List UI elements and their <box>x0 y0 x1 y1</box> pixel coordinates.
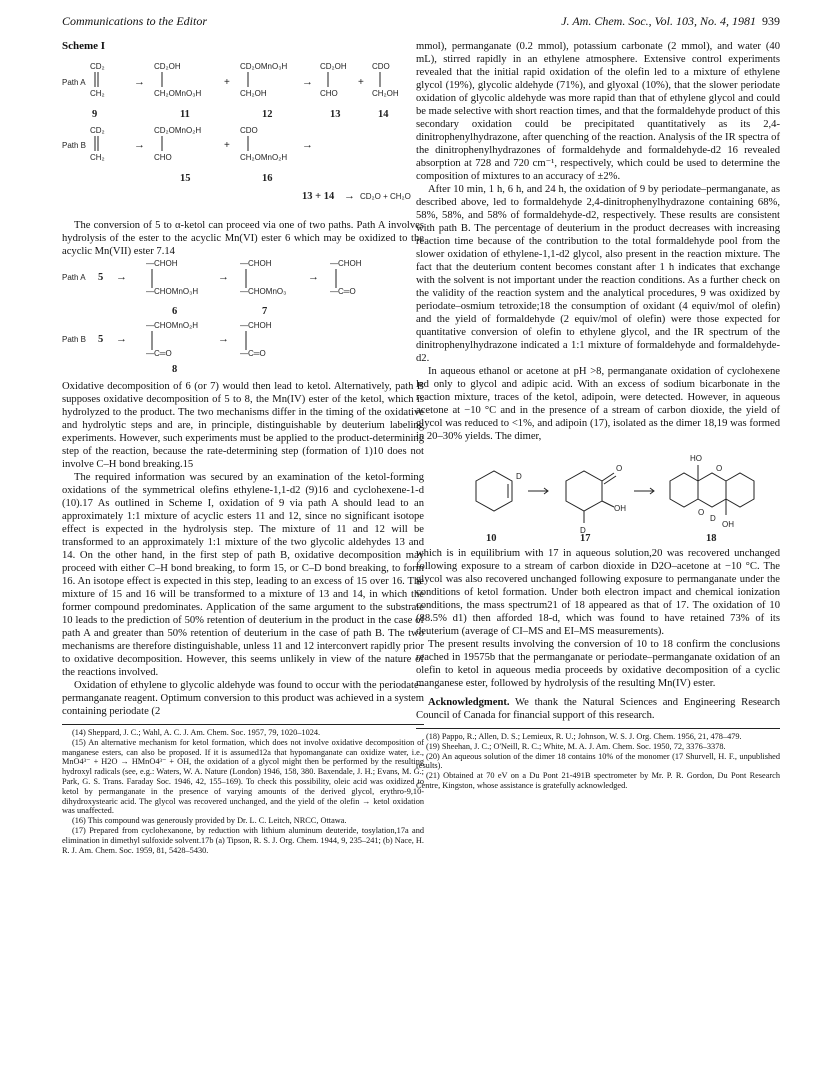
journal-name: J. Am. Chem. Soc. <box>561 14 649 28</box>
paragraph-left-3: The required information was secured by an examination of the ketol-forming oxidations of the symmetrical olefins ethylene-1,1-d2 (9)16 and cyclohexene-1-d (10).17 As outlined in Scheme I, oxidation of 9 via path A should lead to an approximately 1:1 mixture of acyclic esters 11 and 12, since no significant isotope effect is expected in the hydrolysis step. The mixture of 11 and 12 will be transformed to an approximately 1:1 mixture of the two glycolic aldehydes 13 and 14. On the other hand, in the first step of path B, oxidative decomposition may proceed with either C–H bond breaking, to form 15, or C–D bond breaking, to form 16. An isotope effect is expected in this step, leading to an excess of 15 over 16. The mixture of 15 and 16 will be transformed to a mixture of 13 and 14, in which the former compound predominates. Application of the same argument to the substrate 10 leads to the prediction of 50% retention of deuterium in the product in the case of path A and greater than 50% retention of deuterium in the case of path B. The two mechanisms are therefore distinguishable, unless 11 and 12 interconvert rapidly prior to oxidative decomposition. However, this seems unlikely in view of the nature of the reactions involved. <box>62 472 424 678</box>
structures-diagram <box>416 443 780 543</box>
structure-label-10: 10 <box>486 533 497 543</box>
scheme-label-16: 16 <box>262 173 273 184</box>
svg-text:CD₂OMnO₃H: CD₂OMnO₃H <box>240 62 288 71</box>
scheme-title: Scheme I <box>62 40 106 52</box>
paragraph-right-4: which is in equilibrium with 17 in aqueous solution,20 was recovered unchanged following exposure to a stream of carbon dioxide in D2O–acetone at −10 °C. The glycol was also recovered unchanged following exposure to permanganate under the conditions of ketol formation. Under both electron impact and chemical ionization conditions, the mass spectrum21 of 18 appeared as that of 17. The oxidation of 10 (88.5% d1) then afforded 18-d, which was found to have retained 73% of its deuterium (average of CI–MS and EI–MS measurements). <box>416 548 780 637</box>
intermediate-label-6: 6 <box>172 306 178 317</box>
svg-text:→: → <box>344 190 355 202</box>
paragraph-left-1: The conversion of 5 to α-ketol can proceed via one of two paths. Path A involves hydrolysis of the ester to the acyclic Mn(VI) ester 6 which may be oxidized to the acyclic Mn(VII) ester 7.14 <box>62 220 424 257</box>
atom-oh-18: OH <box>722 520 734 529</box>
atom-d-17: D <box>580 526 586 535</box>
scheme-label-11: 11 <box>180 109 190 120</box>
svg-text:+: + <box>224 77 230 88</box>
svg-text:→: → <box>218 333 229 345</box>
svg-text:—CHOMnO₂H: —CHOMnO₂H <box>146 321 198 330</box>
svg-text:—C═O: —C═O <box>240 349 266 358</box>
scheme-label-12: 12 <box>262 109 273 120</box>
scheme-path-b-label: Path B <box>62 141 87 150</box>
footnote-17: (17) Prepared from cyclohexanone, by reduction with lithium aluminum deuteride, tosylation,17a and elimination in dimethyl sulfoxide solvent.17b (a) Tipson, R. S. J. Org. Chem. 1944, 9, 235–241; (b) Nace, H. R. J. Am. Chem. Soc. 1959, 81, 5428–5430. <box>62 825 424 855</box>
svg-text:→: → <box>134 139 145 151</box>
svg-text:5: 5 <box>98 272 104 283</box>
atom-d-10: D <box>516 472 522 481</box>
footnote-21: (21) Obtained at 70 eV on a Du Pont 21-491B spectrometer by Mr. P. R. Gordon, Du Pont Research Centre, Kingston, whose assistance is gratefully acknowledged. <box>416 771 780 790</box>
svg-text:→: → <box>116 271 127 283</box>
svg-text:CD₂: CD₂ <box>90 62 105 71</box>
atom-oh-17: OH <box>614 504 626 513</box>
footnote-rule-left <box>62 724 424 725</box>
svg-text:→: → <box>218 271 229 283</box>
svg-text:CH₂OMnO₂H: CH₂OMnO₂H <box>240 153 288 162</box>
left-column <box>62 40 424 855</box>
svg-text:→: → <box>308 271 319 283</box>
atom-o-18-bottom: O <box>698 508 705 517</box>
paragraph-left-2: Oxidative decomposition of 6 (or 7) would then lead to ketol. Alternatively, path B supposes oxidative decomposition of 5 to 8, the Mn(IV) ester of the ketol, which is hydrolyzed to the product. The two mechanisms differ in the timing of the oxidative and hydrolytic steps and are, in principle, distinguishable by deuterium labeling experiments. However, such experiments must be applied to the product-determining step of the reaction, because the rate-determining step (formation of 1)10 does not involve C–H bond breaking.15 <box>62 381 424 470</box>
intermediate-label-8: 8 <box>172 364 178 375</box>
atom-ho-18: HO <box>690 454 702 463</box>
svg-text:CH₂OH: CH₂OH <box>372 89 399 98</box>
svg-text:+: + <box>224 140 230 151</box>
svg-text:—CHOH: —CHOH <box>330 259 362 268</box>
structure-label-17: 17 <box>580 533 591 543</box>
footnote-18: (18) Pappo, R.; Allen, D. S.; Lemieux, R. U.; Johnson, W. S. J. Org. Chem. 1956, 21, 478–479. <box>426 732 742 741</box>
svg-text:CD₂O + CH₂O: CD₂O + CH₂O <box>360 192 411 201</box>
page-number: 939 <box>762 14 780 28</box>
svg-text:—C═O: —C═O <box>146 349 172 358</box>
footnote-14: (14) Sheppard, J. C.; Wahl, A. C. J. Am. Chem. Soc. 1957, 79, 1020–1024. <box>72 728 321 737</box>
svg-text:CD₂OH: CD₂OH <box>320 62 347 71</box>
intermediates-path-b-label: Path B <box>62 335 87 344</box>
footnote-19: (19) Sheehan, J. C.; O'Neill, R. C.; White, M. A. J. Am. Chem. Soc. 1950, 72, 3376–3378. <box>426 741 726 751</box>
footnote-16: (16) This compound was generously provided by Dr. L. C. Leitch, NRCC, Ottawa. <box>72 816 347 826</box>
acknowledgment-text: We thank the Natural Sciences and Engineering Research Council of Canada for financial support of this research. <box>416 697 780 721</box>
svg-text:CH₂OH: CH₂OH <box>240 89 267 98</box>
intermediates-diagram <box>62 258 424 376</box>
svg-text:CD₂OMnO₂H: CD₂OMnO₂H <box>154 126 202 135</box>
footnote-20: (20) An aqueous solution of the dimer 18 contains 10% of the monomer (17 Shurvell, H. F., unpublished results). <box>416 751 780 771</box>
paragraph-right-2: After 10 min, 1 h, 6 h, and 24 h, the oxidation of 9 by periodate–permanganate, as described above, led to formaldehyde 2,4-dinitrophenylhydrazone containing 68%, 58%, 58%, and 58% of formaldehyde-d2, respectively. These results are consistent with path B. The percentage of deuterium in the product decreases with increasing reaction time because of the contribution to the total formaldehyde pool from the slower oxidation of ethylene-1,1-d2 glycol, also present in the reaction mixture. The fact that the deuterium content becomes constant after 1 h indicates that exchange with the solvent is not important under the reaction conditions. As a further check on the validity of the reaction system and the analytical procedures, 9 was oxidized by periodate–osmium tetroxide;18 the consumption of oxidant (4 equiv/mol of olefin) and the yield of formaldehyde (2 equiv/mol of olefin) were those expected for quantitative conversion of olefin to ethylene glycol, and the IR spectrum of the dinitrophenylhydrazone indicated a 1:1 mixture of formaldehyde and formaldehyde-d2. <box>416 184 780 364</box>
paragraph-left-4: Oxidation of ethylene to glycolic aldehyde was found to occur with the periodate–permanganate reagent. Optimum conversion to this product was achieved in a system containing periodate (2 <box>62 680 424 717</box>
acknowledgment <box>416 696 780 722</box>
svg-text:+: + <box>358 77 364 88</box>
svg-text:CD₂: CD₂ <box>90 126 105 135</box>
svg-text:—CHOH: —CHOH <box>240 259 272 268</box>
scheme-path-a-label: Path A <box>62 78 86 87</box>
svg-text:5: 5 <box>98 334 104 345</box>
right-column <box>416 40 780 791</box>
footnote-rule-right <box>416 728 780 729</box>
footnote-15: (15) An alternative mechanism for ketol formation, which does not involve oxidative decomposition of manganese esters, can also be proposed. If it is assumed12a that hypomanganate can oxidize water, i.e., MnO4³⁻ + H2O → HMnO4³⁻ + OH, the oxidation of a glycol might then be performed by the resulting hydroxyl radicals (see, e.g.: Waters, W. A. Nature (London) 1946, 158, 380. Baxendale, J. H.; Evans, M. G.; Park, G. S. Trans. Faraday Soc. 1946, 42, 155–169). To check this possibility, oleic acid was oxidized to ketol by permanganate in the presence of varying amounts of the derived glycol, erythro-9,10-dihydroxystearic acid. The glycol was recovered unchanged, and the yield of the olefin → ketol oxidation was unaffected. <box>62 737 424 816</box>
svg-text:CHO: CHO <box>154 153 172 162</box>
scheme-label-14: 14 <box>378 109 389 120</box>
running-header-left: Communications to the Editor <box>62 14 207 28</box>
svg-text:CDO: CDO <box>372 62 390 71</box>
svg-text:CD₂OH: CD₂OH <box>154 62 181 71</box>
intermediate-label-7: 7 <box>262 306 268 317</box>
svg-text:CH₂: CH₂ <box>90 89 105 98</box>
scheme-label-15: 15 <box>180 173 191 184</box>
svg-text:CDO: CDO <box>240 126 258 135</box>
svg-text:—CHOMnO₃H: —CHOMnO₃H <box>146 287 199 296</box>
svg-text:→: → <box>116 333 127 345</box>
atom-d-18: D <box>710 514 716 523</box>
atom-o-18-top: O <box>716 464 723 473</box>
svg-text:CH₂OMnO₃H: CH₂OMnO₃H <box>154 89 202 98</box>
svg-text:→: → <box>302 76 313 88</box>
acknowledgment-heading: Acknowledgment. <box>428 697 510 708</box>
running-header-right: J. Am. Chem. Soc., Vol. 103, No. 4, 1981 939 <box>561 14 780 28</box>
structure-label-18: 18 <box>706 533 717 543</box>
intermediates-path-a-label: Path A <box>62 273 86 282</box>
svg-text:13 + 14: 13 + 14 <box>302 191 335 202</box>
paragraph-right-3: In aqueous ethanol or acetone at pH >8, permanganate oxidation of cyclohexene led only to glycol and adipic acid. With an excess of sodium bicarbonate in the reaction mixture, traces of the ketol, adipoin, were detected. However, in aqueous acetone at −10 °C and in the presence of a stream of carbon dioxide, the yield of glycol was reduced to <1%, and adipoin (17), isolated as the dimer 18,19 was formed in 20–30% yields. The dimer, <box>416 366 780 442</box>
svg-text:→: → <box>302 139 313 151</box>
paragraph-right-5: The present results involving the conversion of 10 to 18 confirm the conclusions reached in 19575b that the permanganate or periodate–permanganate oxidation of an olefin to ketol in aqueous media proceeds by oxidative decomposition of a cyclic manganese ester, followed by hydrolysis of the resulting Mn(IV) ester. <box>416 639 780 689</box>
scheme-label-9: 9 <box>92 109 98 120</box>
svg-text:—C═O: —C═O <box>330 287 356 296</box>
svg-text:CH₂: CH₂ <box>90 153 105 162</box>
svg-text:CHO: CHO <box>320 89 338 98</box>
svg-text:→: → <box>134 76 145 88</box>
volume-issue: Vol. 103, No. 4, 1981 <box>654 14 756 28</box>
svg-text:—CHOMnO₃: —CHOMnO₃ <box>240 287 287 296</box>
atom-o-17: O <box>616 464 623 473</box>
svg-text:—CHOH: —CHOH <box>240 321 272 330</box>
paragraph-right-1: mmol), permanganate (0.2 mmol), potassium carbonate (2 mmol), and water (40 mL), stirred rapidly in an ethylene atmosphere. Extensive control experiments revealed that the initial rapid oxidation of the olefin led to a mixture of ethylene glycol (19%), glycolic aldehyde (71%), and glyoxal (10%), that the slower periodate oxidation of glycolic aldehyde was more rapid than that of ethylene glycol and could be made selective with short reaction times, and that the formaldehyde product of this secondary oxidation could be precipitated quantitatively as its 2,4-dinitrophenylhydrazone, after quenching of the reaction. Analysis of the IR spectra of the dinitrophenylhydrazones of formaldehyde and formaldehyde-d2 16 revealed absorption at 728 and 720 cm⁻¹, respectively, which could be used to determine the composition of mixtures to an accuracy of ±2%. <box>416 41 780 182</box>
scheme-label-13: 13 <box>330 109 341 120</box>
scheme-diagram <box>62 55 424 215</box>
svg-text:—CHOH: —CHOH <box>146 259 178 268</box>
